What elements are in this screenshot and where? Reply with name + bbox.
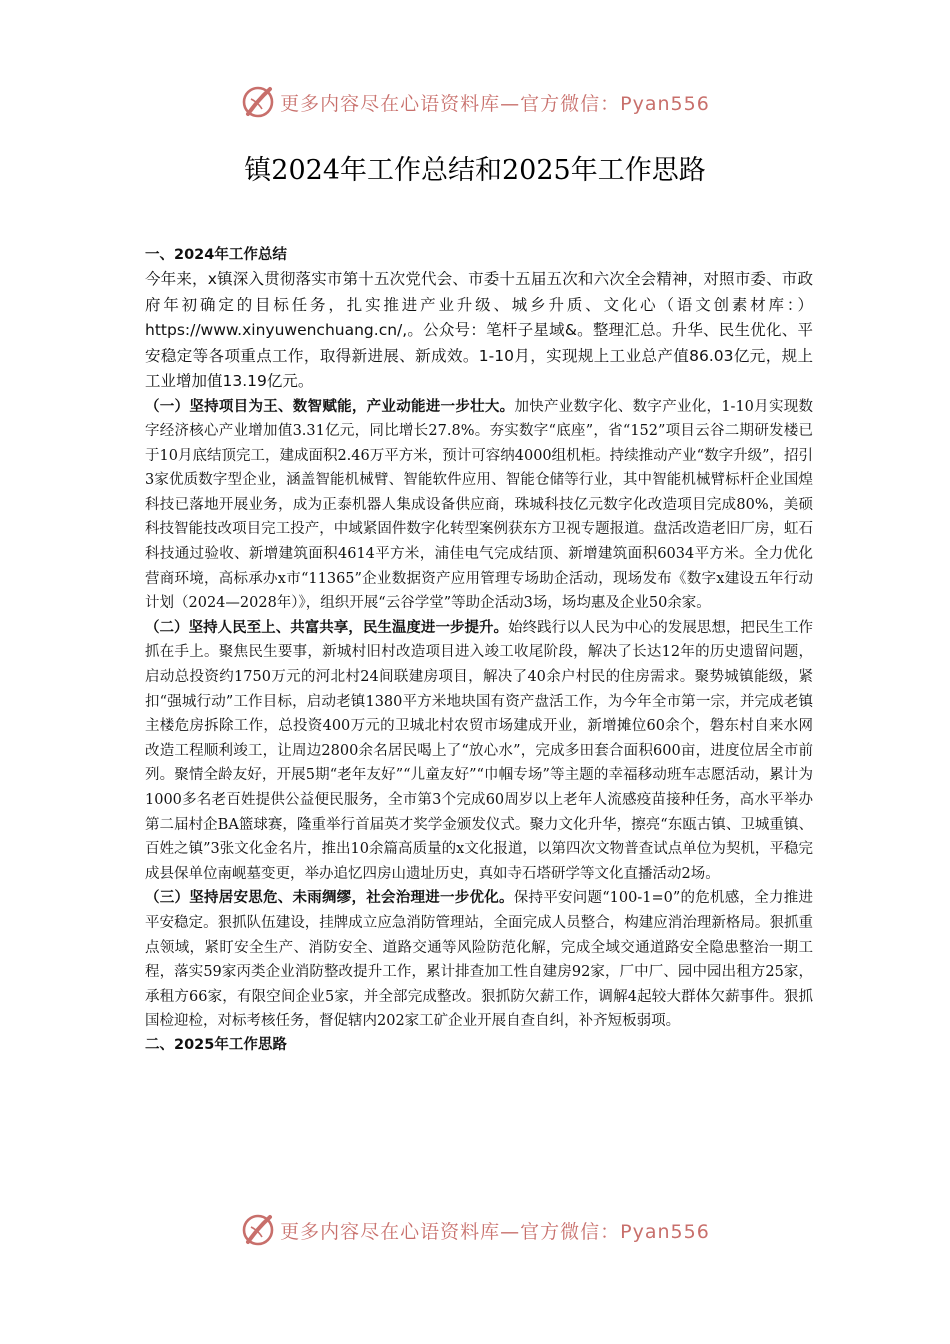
section-heading-2025: 二、2025年工作思路 <box>145 1036 287 1053</box>
paragraph-industry <box>145 395 813 616</box>
document-body <box>145 244 813 1057</box>
paragraph-body: 加快产业数字化、数字产业化，1-10月实现数字经济核心产业增加值3.31亿元，同比增长27.8%。夯实数字“底座”，省“152”项目云谷二期研发楼已于10月底结顶完工，建成面积2.46万平方米，预计可容纳4000组机柜。持续推动产业“数字升级”，招引3家优质数字型企业，涵盖智能机械臂、智能软件应用、智能仓储等行业，其中智能机械臂标杆企业国煌科技已落地开展业务，成为正泰机器人集成设备供应商，珠城科技亿元数字化改造项目完成80%，美硕科技智能技改项目完工投产，中域紧固件数字化转型案例获东方卫视专题报道。盘活改造老旧厂房，虹石科技通过验收、新增建筑面积4614平方米，浦佳电气完成结顶、新增建筑面积6034平方米。全力优化营商环境，高标承办x市“11365”企业数据资产应用管理专场助企活动，现场发布《数字x建设五年行动计划（2024—2028年）》，组织开展“云谷学堂”等助企活动3场，场均惠及企业50余家。 <box>145 398 814 612</box>
banner-text: 更多内容尽在心语资料库—官方微信：Pyan556 <box>280 1220 710 1243</box>
paragraph-lead: （二）坚持人民至上、共富共享，民生温度进一步提升。 <box>145 619 509 636</box>
banner-text: 更多内容尽在心语资料库—官方微信：Pyan556 <box>280 92 710 115</box>
brush-circle-logo-icon <box>240 84 276 120</box>
paragraph-lead: （三）坚持居安思危、未雨绸缪，社会治理进一步优化。 <box>145 890 514 907</box>
paragraph-lead: （一）坚持项目为王、数智赋能，产业动能进一步壮大。 <box>145 398 515 415</box>
section-heading-2024: 一、2024年工作总结 <box>145 247 287 263</box>
paragraph-body: 保持平安问题“100-1=0”的危机感，全力推进平安稳定。狠抓队伍建设，挂牌成立应急消防管理站，全面完成人员整合，构建应消治理新格局。狠抓重点领域，紧盯安全生产、消防安全、道路交通等风险防范化解，完成全域交通道路安全隐患整治一期工程，落实59家丙类企业消防整改提升工作，累计排查加工性自建房92家，厂中厂、园中园出租方25家，承租方66家，有限空间企业5家，并全部完成整改。狠抓防欠薪工作，调解4起较大群体欠薪事件。狠抓国检迎检，对标考核任务，督促辖内202家工矿企业开展自查自纠，补齐短板弱项。 <box>145 890 813 1030</box>
brush-circle-logo-icon <box>240 1212 276 1248</box>
paragraph-livelihood <box>145 616 813 887</box>
paragraph-governance <box>145 886 813 1034</box>
header-banner <box>0 84 950 120</box>
footer-banner <box>0 1212 950 1248</box>
page-title: 镇2024年工作总结和2025年工作思路 <box>244 155 706 186</box>
paragraph-body: 始终践行以人民为中心的发展思想，把民生工作抓在手上。聚焦民生要事，新城村旧村改造项目进入竣工收尾阶段，解决了长达12年的历史遗留问题，启动总投资约1750万元的河北村24间联建房项目，解决了40余户村民的住房需求。聚势城镇能级，紧扣“强城行动”工作目标，启动老镇1380平方米地块国有资产盘活工作，为今年全市第一宗，并完成老镇主楼危房拆除工作，总投资400万元的卫城北村农贸市场建成开业，新增摊位60余个，磐东村自来水网改造工程顺利竣工，让周边2800余名居民喝上了“放心水”，完成多田套合面积600亩，进度位居全市前列。聚情全龄友好，开展5期“老年友好”“儿童友好”“巾帼专场”等主题的幸福移动班车志愿活动，累计为1000多名老百姓提供公益便民服务，全市第3个完成60周岁以上老年人流感疫苗接种任务，高水平举办第二届村企BA篮球赛，隆重举行首届英才奖学金颁发仪式。聚力文化升华，擦亮“东瓯古镇、卫城重镇、百姓之镇”3张文化金名片，推出10余篇高质量的x文化报道，以第四次文物普查试点单位为契机，平稳完成县保单位南岘墓变更，举办追忆四房山遗址历史，真如寺石塔研学等文化直播活动2场。 <box>145 619 814 882</box>
intro-paragraph: 今年来，x镇深入贯彻落实市第十五次党代会、市委十五届五次和六次全会精神，对照市委、市政府年初确定的目标任务，扎实推进产业升级、城乡升质、文化心（语文创素材库：）https://www.xinyuwenchuang.cn/,。公众号：笔杆子星域&。整理汇总。升华、民生优化、平安稳定等各项重点工作，取得新进展、新成效。1-10月，实现规上工业总产值86.03亿元，规上工业增加值13.19亿元。 <box>145 270 813 390</box>
